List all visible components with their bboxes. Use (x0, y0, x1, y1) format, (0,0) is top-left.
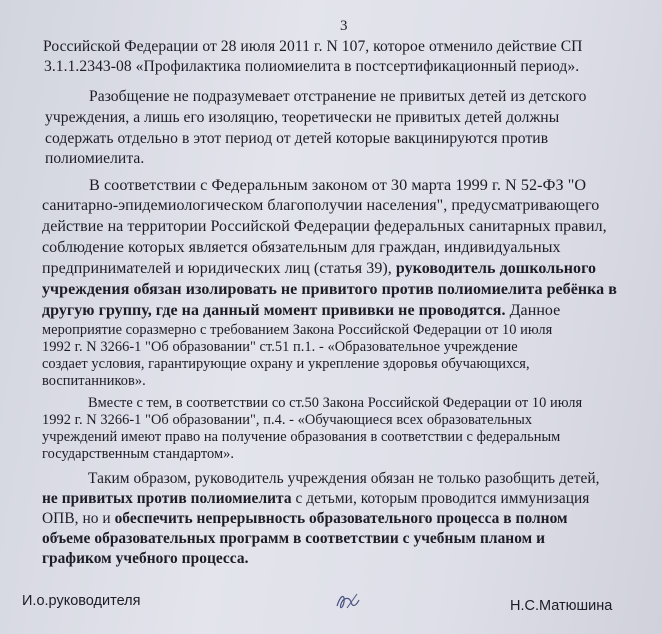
bold-span: объеме образовательных программ в соответствии с учебным планом и (42, 530, 546, 547)
handwritten-signature-icon (333, 588, 365, 614)
text-line: мероприятие соразмерно с требованием Закона Российской Федерации от 10 июля (42, 322, 553, 338)
text-line (42, 550, 249, 568)
text-line: полиомиелита. (45, 150, 145, 167)
text-line (42, 530, 545, 548)
text-line: Российской Федерации от 28 июля 2011 г. N 107, которое отменило действие СП (43, 38, 583, 55)
text-line: 1992 г. N 3266-1 "Об образовании", п.4. - «Обучающиеся всех образовательных (42, 412, 533, 428)
text-line: Разобщение не подразумевает отстранение не привитых детей из детского (89, 88, 587, 105)
text-line (42, 510, 568, 528)
text-span: с детьми, которым проводится иммунизация (291, 490, 590, 507)
text-line: В соответствии с Федеральным законом от 30 марта 1999 г. N 52-ФЗ "О (89, 176, 587, 194)
text-line: действие на территории Российской Федерации федеральных санитарных правил, (42, 218, 607, 235)
bold-span: не привитых против полиомиелита (42, 490, 292, 507)
signatory-name: Н.С.Матюшина (510, 598, 613, 614)
bold-span: руководитель дошкольного (395, 260, 597, 277)
bold-span: другую группу, где на данный момент прививки не проводятся. (42, 302, 506, 319)
signatory-position: И.о.руководителя (22, 593, 141, 609)
text-line: 3.1.1.2343-08 «Профилактика полиомиелита в постсертификационный период». (44, 58, 580, 75)
text-span: ОПВ, но и (42, 510, 115, 527)
text-span: Данное (505, 302, 561, 319)
text-line: содержать отдельно в этот период от детей которые вакцинируются против (45, 130, 549, 147)
text-line: санитарно-эпидемиологическом благополучии населения", предусматривающего (42, 197, 600, 214)
text-line (42, 281, 617, 299)
text-line: создает условия, гарантирующие охрану и укрепление здоровья обучающихся, (42, 356, 530, 372)
page-number: 3 (340, 18, 348, 34)
text-span: предпринимателей и юридических лиц (статья 39), (42, 260, 396, 277)
text-line: учреждений имеют право на получение образования в соответствии с федеральным (42, 429, 561, 445)
text-line: 1992 г. N 3266-1 "Об образовании" ст.51 п.1. - «Образовательное учреждение (42, 339, 518, 355)
text-line (42, 302, 560, 320)
text-line: Таким образом, руководитель учреждения обязан не только разобщить детей, (88, 470, 600, 487)
bold-span: учреждения обязан изолировать не привитого против полиомиелита ребёнка в (42, 281, 617, 298)
bold-span: обеспечить непрерывность образовательного процесса в полном (114, 510, 568, 527)
text-line: соблюдение которых является обязательным для граждан, индивидуальных (42, 239, 561, 256)
text-line: Вместе с тем, в соответствии со ст.50 Закона Российской Федерации от 10 июля (88, 395, 583, 411)
text-line: учреждения, а лишь его изоляцию, теоретически не привитых детей должны (45, 109, 560, 126)
text-line (42, 490, 589, 508)
bold-span: графиком учебного процесса. (42, 550, 249, 567)
text-line (42, 260, 596, 278)
text-line: воспитанников». (42, 373, 146, 389)
text-line: государственным стандартом». (42, 446, 235, 462)
